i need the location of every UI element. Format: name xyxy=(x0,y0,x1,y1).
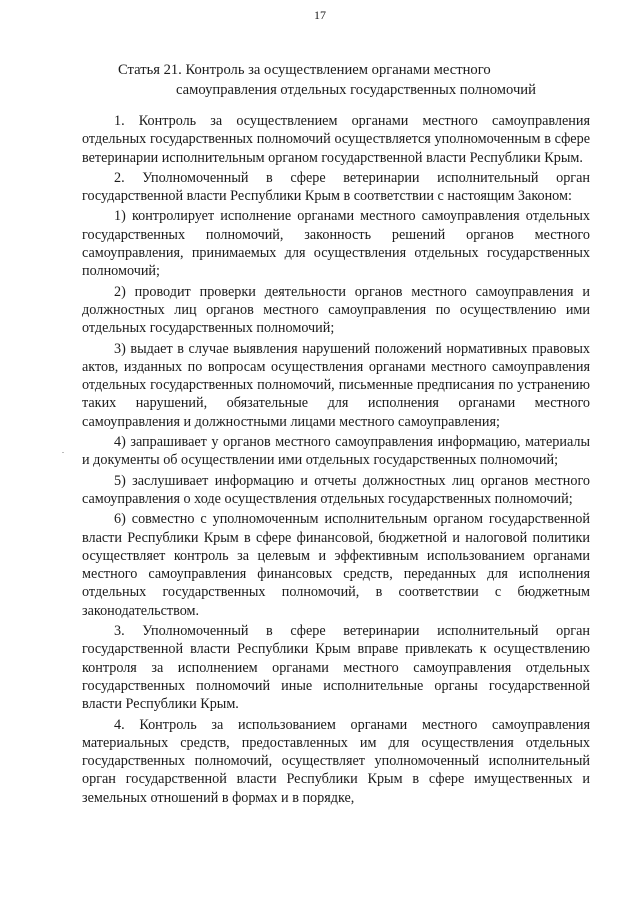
list-item-6: 6) совместно с уполномоченным исполнительным органом государственной власти Республики Крым в сфере финансовой, бюджетной и налоговой политики осуществляет контроль за целевым и эффективным использованием органами местного самоуправления финансовых средств, переданных для исполнения отдельных государственных полномочий, в соответствии с бюджетным законодательством. xyxy=(82,511,590,619)
list-item-3: 3) выдает в случае выявления нарушений положений нормативных правовых актов, изданных по вопросам осуществления органами местного самоуправления отдельных государственных полномочий, письменные предписания по устранению таких нарушений, обязательные для исполнения органами местного самоуправления и должностными лицами местного самоуправления; xyxy=(82,340,590,430)
article-body xyxy=(82,112,590,807)
list-item-1: 1) контролирует исполнение органами местного самоуправления отдельных государственных полномочий, законность решений органов местного самоуправления, принимаемых для осуществления отдельных государственных полномочий; xyxy=(82,208,590,280)
list-item-2: 2) проводит проверки деятельности органов местного самоуправления и должностных лиц органов местного самоуправления по осуществлению ими отдельных государственных полномочий; xyxy=(82,283,590,337)
paragraph-1: 1. Контроль за осуществлением органами местного самоуправления отдельных государственных полномочий осуществляется уполномоченным в сфере ветеринарии исполнительным органом государственной власти Республики Крым. xyxy=(82,113,590,166)
margin-mark xyxy=(62,452,64,453)
page-number: 17 xyxy=(314,8,326,22)
list-item-4: 4) запрашивает у органов местного самоуправления информацию, материалы и документы об осуществлении ими отдельных государственных полномочий; xyxy=(82,434,590,469)
paragraph-2: 2. Уполномоченный в сфере ветеринарии исполнительный орган государственной власти Республики Крым в соответствии с настоящим Законом: xyxy=(82,169,590,205)
paragraph-3: 3. Уполномоченный в сфере ветеринарии исполнительный орган государственной власти Республики Крым вправе привлекать к осуществлению контроля за исполнением органами местного самоуправления отдельных государственных полномочий иные исполнительные органы государственной власти Республики Крым. xyxy=(82,623,590,713)
article-title-line-2: самоуправления отдельных государственных полномочий xyxy=(176,82,536,98)
list-item-5: 5) заслушивает информацию и отчеты должностных лиц органов местного самоуправления о ходе осуществления отдельных государственных полномочий; xyxy=(82,472,590,507)
article-title xyxy=(118,60,598,100)
article-title-line-1: Статья 21. Контроль за осуществлением органами местного xyxy=(118,62,491,78)
paragraph-4: 4. Контроль за использованием органами местного самоуправления материальных средств, предоставленных им для осуществления отдельных государственных полномочий, осуществляет уполномоченный исполнительный орган государственной власти Республики Крым в сфере имущественных и земельных отношений в формах и в порядке, xyxy=(82,716,590,806)
